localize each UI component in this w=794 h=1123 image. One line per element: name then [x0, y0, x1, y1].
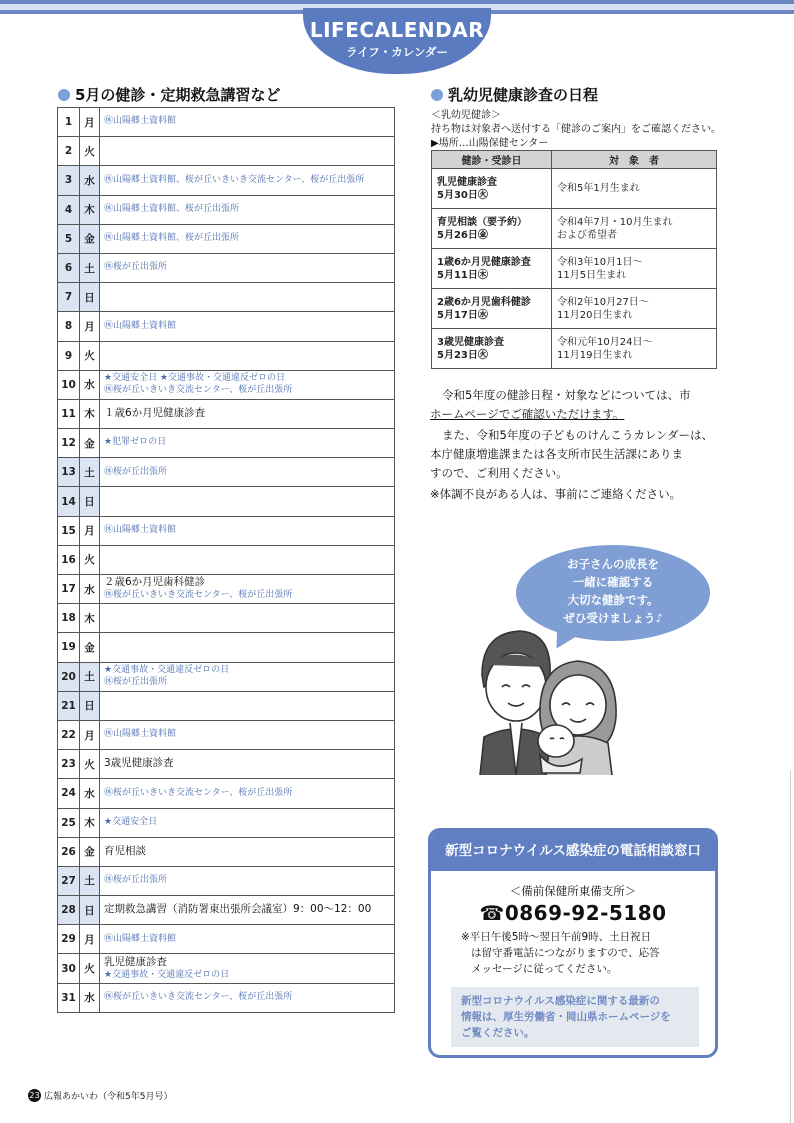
- checkup-target: 令和5年1月生まれ: [557, 183, 640, 194]
- calendar-events: [100, 866, 395, 895]
- calendar-row: [58, 575, 395, 604]
- checkup-name-cell: [432, 249, 552, 289]
- calendar-day-number: 31: [58, 983, 80, 1012]
- calendar-weekday: 日: [80, 691, 100, 720]
- calendar-day-number: 11: [58, 399, 80, 428]
- calendar-line-1: また、令和5年度の子どものけんこうカレンダーは、: [442, 428, 714, 442]
- checkup-location: ▶場所…山陽保健センター: [431, 138, 549, 149]
- calendar-event: ㊡山陽郷土資料館: [104, 729, 177, 740]
- checkup-date: 5月30日㊋: [437, 189, 488, 201]
- calendar-events: [100, 458, 395, 487]
- publication-name: 広報あかいわ（令和5年5月号）: [44, 1092, 173, 1102]
- calendar-day-number: 28: [58, 896, 80, 925]
- calendar-row: [58, 487, 395, 516]
- calendar-event: 3歳児健康診査: [104, 757, 174, 770]
- calendar-weekday: 木: [80, 808, 100, 837]
- calendar-events: [100, 633, 395, 662]
- homepage-paragraph: [430, 386, 726, 424]
- calendar-events: [100, 750, 395, 779]
- calendar-row: [58, 545, 395, 574]
- calendar-day-number: 6: [58, 253, 80, 282]
- calendar-weekday: 水: [80, 575, 100, 604]
- info-line: 情報は、厚生労働省・岡山県ホームページを: [461, 1011, 671, 1023]
- calendar-day-number: 15: [58, 516, 80, 545]
- calendar-weekday: 月: [80, 720, 100, 749]
- calendar-events: [100, 253, 395, 282]
- calendar-events: [100, 341, 395, 370]
- checkup-row: [432, 289, 717, 329]
- calendar-row: [58, 779, 395, 808]
- calendar-row: [58, 283, 395, 312]
- calendar-day-number: 14: [58, 487, 80, 516]
- corona-phone-number[interactable]: ☎0869-92-5180: [479, 901, 667, 925]
- bubble-line: お子さんの成長を: [567, 557, 659, 571]
- calendar-weekday: 水: [80, 166, 100, 195]
- corona-hotline-box: [428, 828, 718, 1058]
- checkup-date: 5月26日㊎: [437, 229, 488, 241]
- calendar-weekday: 金: [80, 837, 100, 866]
- calendar-event: ★交通事故・交通違反ゼロの日: [104, 969, 230, 980]
- calendar-weekday: 木: [80, 399, 100, 428]
- calendar-row: [58, 837, 395, 866]
- checkup-subheading: ＜乳幼児健診＞: [431, 110, 501, 121]
- calendar-weekday: 木: [80, 604, 100, 633]
- calendar-weekday: 火: [80, 341, 100, 370]
- calendar-row: [58, 137, 395, 166]
- calendar-event: ㊡桜が丘いきいき交流センター、桜が丘出張所: [104, 991, 293, 1002]
- calendar-day-number: 20: [58, 662, 80, 691]
- calendar-event: ★交通安全日: [104, 816, 158, 827]
- calendar-weekday: 水: [80, 983, 100, 1012]
- calendar-row: [58, 108, 395, 137]
- checkup-row: [432, 169, 717, 209]
- calendar-day-number: 16: [58, 545, 80, 574]
- calendar-event: ㊡桜が丘いきいき交流センター、桜が丘出張所: [104, 787, 293, 798]
- checkup-name: 3歳児健康診査: [437, 336, 504, 348]
- calendar-day-number: 9: [58, 341, 80, 370]
- calendar-day-number: 23: [58, 750, 80, 779]
- checkup-target-cell: [552, 169, 717, 209]
- checkup-name-cell: [432, 169, 552, 209]
- info-line: 新型コロナウイルス感染症に関する最新の: [461, 995, 660, 1007]
- calendar-row: [58, 808, 395, 837]
- speech-bubble-text: [516, 555, 710, 627]
- calendar-title-text: 5月の健診・定期救急講習など: [75, 86, 281, 104]
- calendar-day-number: 29: [58, 925, 80, 954]
- calendar-weekday: 月: [80, 925, 100, 954]
- calendar-event: ２歳6か月児歯科健診: [104, 576, 206, 589]
- info-line: ご覧ください。: [461, 1027, 535, 1039]
- calendar-event: ㊡山陽郷土資料館: [104, 320, 177, 331]
- checkup-header-date: 健診・受診日: [432, 151, 552, 169]
- checkup-name-cell: [432, 209, 552, 249]
- calendar-events: [100, 808, 395, 837]
- checkup-name-cell: [432, 329, 552, 369]
- calendar-weekday: 土: [80, 458, 100, 487]
- calendar-row: [58, 750, 395, 779]
- corona-after-hours-note: [431, 925, 715, 977]
- calendar-day-number: 30: [58, 954, 80, 983]
- calendar-row: [58, 896, 395, 925]
- calendar-event: ㊡山陽郷土資料館、桜が丘いきいき交流センター、桜が丘出張所: [104, 174, 365, 185]
- calendar-event: ★交通事故・交通違反ゼロの日: [104, 664, 230, 675]
- checkup-target: および希望者: [557, 229, 617, 241]
- calendar-section-title: [58, 84, 280, 105]
- calendar-row: [58, 253, 395, 282]
- calendar-weekday: 日: [80, 896, 100, 925]
- calendar-event: 定期救急講習（消防署東出張所会議室）9：00～12：00: [104, 903, 372, 916]
- may-calendar-table: [57, 107, 395, 1013]
- calendar-day-number: 12: [58, 429, 80, 458]
- calendar-day-number: 27: [58, 866, 80, 895]
- homepage-line-1: 令和5年度の健診日程・対象などについては、市: [442, 388, 691, 402]
- corona-hotline-title: 新型コロナウイルス感染症の電話相談窓口: [431, 831, 715, 871]
- calendar-event: １歳6か月児健康診査: [104, 407, 206, 420]
- calendar-events: [100, 662, 395, 691]
- calendar-event: ㊡山陽郷土資料館、桜が丘出張所: [104, 233, 240, 243]
- checkup-header-target: 対 象 者: [552, 151, 717, 169]
- checkup-target-cell: [552, 289, 717, 329]
- bubble-line: 一緒に確認する: [572, 575, 654, 589]
- calendar-weekday: 月: [80, 108, 100, 137]
- calendar-weekday: 土: [80, 662, 100, 691]
- calendar-row: [58, 720, 395, 749]
- calendar-row: [58, 341, 395, 370]
- calendar-row: [58, 662, 395, 691]
- checkup-target: 11月20日生まれ: [557, 309, 633, 321]
- checkup-row: [432, 249, 717, 289]
- checkup-target-cell: [552, 209, 717, 249]
- calendar-events: [100, 399, 395, 428]
- calendar-event: ㊡山陽郷土資料館: [104, 116, 177, 127]
- calendar-events: [100, 983, 395, 1012]
- calendar-weekday: 日: [80, 487, 100, 516]
- calendar-weekday: 木: [80, 195, 100, 224]
- calendar-events: [100, 195, 395, 224]
- calendar-day-number: 8: [58, 312, 80, 341]
- calendar-events: [100, 370, 395, 399]
- calendar-day-number: 18: [58, 604, 80, 633]
- calendar-event: ㊡桜が丘出張所: [104, 875, 168, 886]
- calendar-row: [58, 516, 395, 545]
- calendar-row: [58, 691, 395, 720]
- calendar-row: [58, 399, 395, 428]
- calendar-events: [100, 283, 395, 312]
- calendar-day-number: 10: [58, 370, 80, 399]
- calendar-day-number: 25: [58, 808, 80, 837]
- calendar-weekday: 金: [80, 633, 100, 662]
- checkup-section-title: [431, 84, 598, 105]
- calendar-row: [58, 195, 395, 224]
- calendar-event: ㊡桜が丘出張所: [104, 262, 168, 273]
- calendar-event: ㊡山陽郷土資料館、桜が丘出張所: [104, 203, 240, 214]
- calendar-events: [100, 925, 395, 954]
- calendar-day-number: 5: [58, 224, 80, 253]
- checkup-target: 令和4年7月・10月生まれ: [557, 216, 673, 228]
- checkup-date: 5月17日㊌: [437, 309, 488, 321]
- calendar-day-number: 3: [58, 166, 80, 195]
- calendar-weekday: 月: [80, 516, 100, 545]
- calendar-weekday: 水: [80, 370, 100, 399]
- calendar-weekday: 土: [80, 866, 100, 895]
- checkup-date: 5月23日㊋: [437, 349, 488, 361]
- checkup-schedule-table: [431, 150, 717, 369]
- calendar-events: [100, 604, 395, 633]
- calendar-row: [58, 866, 395, 895]
- calendar-weekday: 金: [80, 224, 100, 253]
- calendar-day-number: 13: [58, 458, 80, 487]
- calendar-weekday: 火: [80, 545, 100, 574]
- calendar-events: [100, 224, 395, 253]
- bubble-line: 大切な健診です。: [567, 593, 659, 607]
- checkup-name-cell: [432, 289, 552, 329]
- bullet-icon: [58, 89, 70, 101]
- calendar-events: [100, 720, 395, 749]
- checkup-row: [432, 209, 717, 249]
- calendar-row: [58, 954, 395, 983]
- calendar-day-number: 22: [58, 720, 80, 749]
- checkup-target: 令和2年10月27日～: [557, 296, 649, 308]
- calendar-event: ★犯罪ゼロの日: [104, 437, 167, 448]
- corona-office-name: ＜備前保健所東備支所＞: [509, 884, 637, 898]
- life-calendar-subtitle: ライフ・カレンダー: [345, 45, 449, 59]
- checkup-target-cell: [552, 249, 717, 289]
- calendar-weekday: 日: [80, 283, 100, 312]
- page-number: 23: [29, 1091, 40, 1100]
- right-margin-line: [790, 770, 791, 1123]
- calendar-event: ㊡桜が丘いきいき交流センター、桜が丘出張所: [104, 384, 293, 395]
- calendar-day-number: 2: [58, 137, 80, 166]
- calendar-events: [100, 137, 395, 166]
- bullet-icon: [431, 89, 443, 101]
- calendar-weekday: 土: [80, 253, 100, 282]
- calendar-events: [100, 837, 395, 866]
- calendar-event: 乳児健康診査: [104, 955, 167, 968]
- family-illustration: [470, 625, 640, 775]
- calendar-day-number: 21: [58, 691, 80, 720]
- calendar-row: [58, 429, 395, 458]
- calendar-day-number: 7: [58, 283, 80, 312]
- calendar-events: [100, 516, 395, 545]
- calendar-row: [58, 983, 395, 1012]
- calendar-event: 育児相談: [104, 844, 146, 857]
- calendar-weekday: 火: [80, 137, 100, 166]
- calendar-event: ㊡桜が丘出張所: [104, 676, 168, 687]
- calendar-day-number: 17: [58, 575, 80, 604]
- calendar-event: ㊡山陽郷土資料館: [104, 933, 177, 944]
- calendar-row: [58, 224, 395, 253]
- checkup-target-cell: [552, 329, 717, 369]
- calendar-day-number: 19: [58, 633, 80, 662]
- calendar-weekday: 月: [80, 312, 100, 341]
- illness-note: ※体調不良がある人は、事前にご連絡ください。: [430, 487, 682, 501]
- calendar-weekday: 火: [80, 750, 100, 779]
- calendar-events: [100, 691, 395, 720]
- calendar-events: [100, 954, 395, 983]
- calendar-row: [58, 633, 395, 662]
- calendar-row: [58, 925, 395, 954]
- calendar-row: [58, 312, 395, 341]
- checkup-target: 令和元年10月24日～: [557, 336, 653, 348]
- calendar-events: [100, 429, 395, 458]
- calendar-event: ㊡桜が丘出張所: [104, 466, 168, 477]
- calendar-events: [100, 575, 395, 604]
- calendar-row: [58, 458, 395, 487]
- calendar-day-number: 1: [58, 108, 80, 137]
- checkup-bring-note: 持ち物は対象者へ送付する「健診のご案内」をご確認ください。: [431, 124, 721, 135]
- calendar-event: ㊡桜が丘いきいき交流センター、桜が丘出張所: [104, 590, 293, 601]
- calendar-events: [100, 779, 395, 808]
- checkup-target: 11月5日生まれ: [557, 269, 627, 281]
- corona-info-box: [451, 987, 699, 1047]
- note-line: ※平日午後5時～翌日午前9時、土日祝日: [461, 931, 652, 943]
- checkup-title-text: 乳幼児健康診査の日程: [448, 86, 599, 104]
- checkup-target: 令和3年10月1日～: [557, 256, 643, 268]
- calendar-events: [100, 108, 395, 137]
- calendar-events: [100, 166, 395, 195]
- note-line: メッセージに従ってください。: [471, 963, 618, 975]
- calendar-events: [100, 487, 395, 516]
- checkup-row: [432, 329, 717, 369]
- calendar-row: [58, 370, 395, 399]
- calendar-day-number: 24: [58, 779, 80, 808]
- bubble-line: ぜひ受けましょう♪: [563, 611, 663, 625]
- checkup-name: 育児相談（要予約）: [437, 216, 527, 228]
- calendar-events: [100, 896, 395, 925]
- calendar-paragraph: [430, 426, 726, 483]
- checkup-date: 5月11日㊍: [437, 269, 488, 281]
- calendar-event: ★交通安全日 ★交通事故・交通違反ゼロの日: [104, 373, 285, 384]
- note-line: は留守番電話につながりますので、応答: [471, 947, 660, 959]
- checkup-name: 1歳6か月児健康診査: [437, 256, 531, 268]
- calendar-row: [58, 604, 395, 633]
- calendar-weekday: 火: [80, 954, 100, 983]
- calendar-line-2: 本庁健康増進課または各支所市民生活課にありま: [430, 447, 683, 461]
- calendar-weekday: 金: [80, 429, 100, 458]
- checkup-target: 11月19日生まれ: [557, 349, 633, 361]
- calendar-weekday: 水: [80, 779, 100, 808]
- life-calendar-logo: LIFECALENDAR: [309, 18, 485, 42]
- calendar-events: [100, 545, 395, 574]
- calendar-day-number: 4: [58, 195, 80, 224]
- checkup-name: 乳児健康診査: [437, 176, 497, 188]
- mother-figure: [540, 661, 616, 775]
- calendar-line-3: すので、ご利用ください。: [430, 466, 568, 480]
- calendar-day-number: 26: [58, 837, 80, 866]
- calendar-events: [100, 312, 395, 341]
- calendar-event: ㊡山陽郷土資料館: [104, 524, 177, 535]
- page-footer: [28, 1089, 172, 1102]
- homepage-line-2: ホームページでご確認いただけます。: [430, 407, 625, 421]
- checkup-name: 2歳6か月児歯科健診: [437, 296, 531, 308]
- calendar-row: [58, 166, 395, 195]
